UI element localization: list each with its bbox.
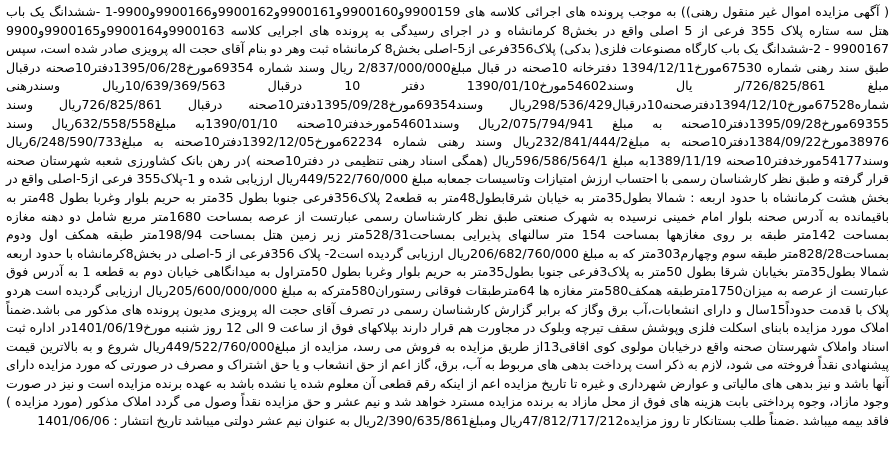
auction-notice-text: ( آگهی مزایده اموال غیر منقول رهنی)) به موجب پرونده های اجرائی کلاسه های 9900159و9900160و9900161و9900162و9900166و9900-1 -ششدانگ یک باب هتل سه ستاره پلاک 355 فرعی از 5 اصلی واقع در بخش8 کرمانشاه و در اجرای رسیدگی به پرونده های اجرایی کلاسه 9900163و9900164و9900165و9900 9900167 - 2-ششدانگ یک باب کارگاه مصنوعات فلزی( بدکی) پلاک356فرعی از5-اصلی بخش8 کرمانشاه ثبت وهر دو بنام آقای حجت اله پرویزی صادر شده است، سپس طبق سند رهنی شماره 67530مورخ1394/12/11 دفترخانه 10صحنه در قبال مبلغ2/837/000/000 ریال وسند شماره 69354مورخ1395/06/28دفتر10صحنه درقبال مبلغ 726/825/861/ر یال وسند54602مورخ1390/01/10 دفتر 10 درقبال 10/639/369/563ریال وسندرهنی شماره67528مورخ1394/12/10دفترصحنه10درقبال298/536/429ریال وسند69354مورخ1395/09/28دفتر10صحنه درقبال 726/825/861ریال وسند 69355مورخ1395/09/28دفتر10صحنه به مبلغ 2/075/794/941ریال وسند54601مورخدفتر10صحنه 1390/01/10به مبلغ632/558/558ریال وسند 38976مورخ1384/09/22دفتر10صحنه به مبلغ232/841/444/2ریال وسند رهنی شماره 62234مورخ1392/12/05دفتر10صحنه به مبلغ6/248/590/733ریال وسند54177مورخدفتر10صحنه 1389/11/19به مبلغ 596/586/564/1ریال (همگی اسناد رهنی تنظیمی در دفتر10صحنه )در رهن بانک کشاورزی شعبه شهرستان صحنه قرار گرفته و طبق نظر کارشناسان رسمی با احتساب ارزش امتیازات وتاسیسات جمعابه مبلغ 449/522/760/000ریال ارزیابی شده و 1-پلاک355 فرعی از5-اصلی واقع در بخش هشت کرمانشاه با حدود اربعه : شمالا بطول35متر به خیابان شرقابطول48متر به قطعه2 پلاک356فرعی جنوبا بطول 35متر به حریم بلوار وغربا بطول 48متر به باقیمانده به آدرس صحنه بلوار امام خمینی نرسیده به شهرک صنعتی طبق نظر کارشناسان رسمی عبارتست از عرصه بمساحت 1680متر مربع شامل دو دهنه مغازه بمساحت 142متر طبقه بر روی مغازهها بمساحت 154 متر سالنهای پذیرایی بمساحت528/31متر زیر زمین هتل بمساحت 198/94متر طبقه همکف اول ودوم بمساحت828/28متر طبقه سوم وچهارم303متر که به مبلغ 206/682/760/000ریال ارزیابی گردیده است2- پلاک 356فرعی از 5-اصلی در بخش8کرمانشاه با حدود اربعه شمالا بطول35متر بخیابان شرقا بطول 50متر به پلاک3فرعی جنوبا بطول35متر به حریم بلوار وغربا بطول 50متراول به میدانگاهی خیابان دوم به قطعه 1 به آدرس فوق عبارتست از عرصه به میزان1750مترطبقه همکف580متر مغازه ها 64مترطبقات فوقانی رستوران580مترکه به مبلغ 205/600/000/000ریال ارزیابی گردیده است هردو پلاک با قدمت حدوداً15سال و دارای انشعابات،آب برق وگاز که برابر گزارش کارشناسان رسمی در تصرف آقای حجت اله پرویزی مدیون پرونده های مذکور می باشد.ضمناً املاک مورد مزایده بابنای اسکلت فلزی وپوشش سقف تیرچه وبلوک در مجاورت هم قرار دارند بپلاکهای فوق از ساعت 9 الی 12 روز شنبه مورخ1401/06/19در اداره ثبت اسناد واملاک شهرستان صحنه واقع درخیابان مولوی کوی اقاقی13از طریق مزایده به فروش می رسد، مزایده از مبلغ449/522/760/000ریال شروع و به بالاترین قیمت پیشنهادی نقداً فروخته می شود، لازم به ذکر است پرداخت بدهی های مربوط به آب، برق، گاز اعم از حق انشعاب و یا حق اشتراک و مصرف در صورتی که مورد مزایده دارای آنها باشد و نیز بدهی های مالیاتی و عوارض شهرداری و غیره تا تاریخ مزایده اعم از اینکه رقم قطعی آن معلوم شده یا نشده باشد به عهده برنده مزایده است و نیز در صورت وجود مازاد، وجوه پرداختی بابت هزینه های فوق از محل مازاد به برنده مزایده مسترد خواهد شد و نیم عشر و حق مزایده نقداً وصول می گردد املاک مذکور (مورد مزایده ) فاقد بیمه میباشد .ضمناً طلب بستانکار تا روز مزایده47/812/717/212ریال ومبلغ2/390/635/861ریال به عنوان نیم عشر دولتی میباشد تاریخ انتشار : 1401/06/06 [6, 4, 890, 429]
